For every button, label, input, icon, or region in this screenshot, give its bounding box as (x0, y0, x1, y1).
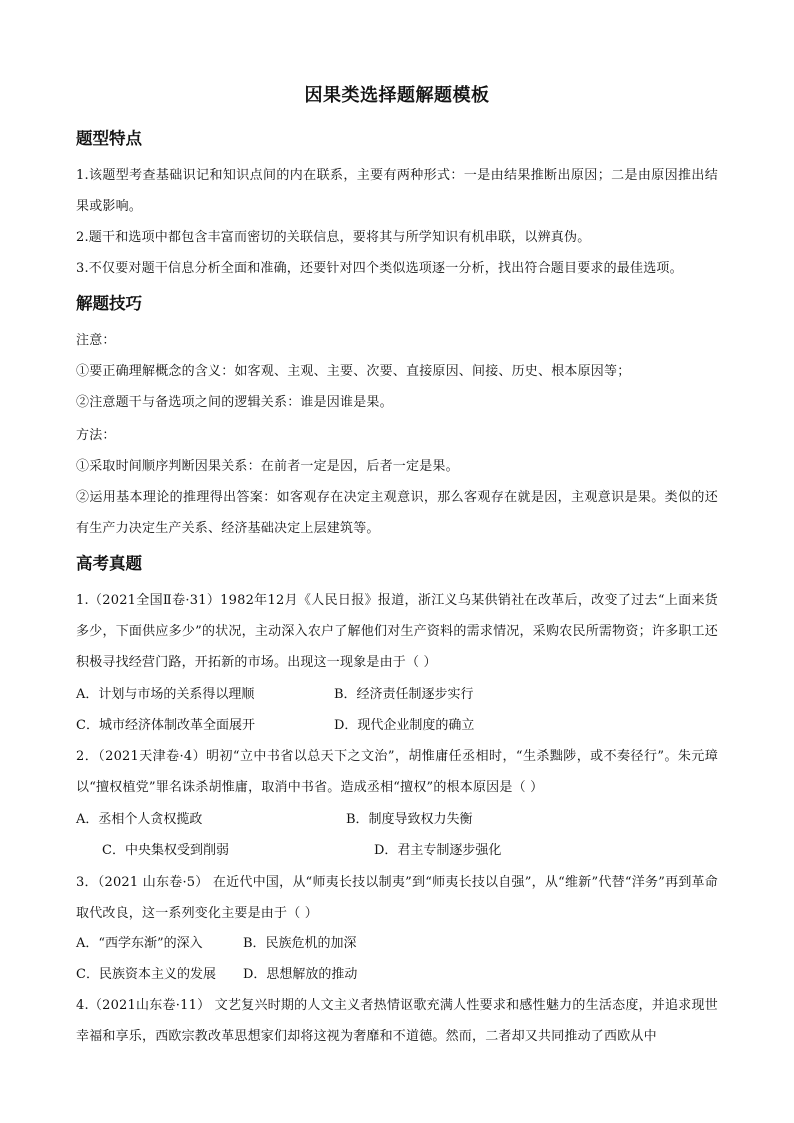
question-2-option-b: B．制度导致权力失衡 (346, 812, 473, 827)
method-label: 方法： (76, 428, 116, 443)
question-3-option-a: A．“西学东渐”的深入 (76, 936, 203, 951)
question-1-option-c: C．城市经济体制改革全面展开 (76, 718, 255, 733)
question-3-option-c: C．民族资本主义的发展 (76, 967, 216, 982)
question-1-option-d: D．现代企业制度的确立 (334, 718, 475, 733)
note-item-2: ②注意题干与备选项之间的逻辑关系：谁是因谁是果。 (76, 395, 393, 410)
features-point-2: 2.题干和选项中都包含丰富而密切的关联信息，要将其与所学知识有机串联，以辨真伪。 (76, 230, 591, 245)
features-point-1: 1.该题型考查基础识记和知识点间的内在联系，主要有两种形式：一是由结果推断出原因；二是由原因推出结果或影响。 (76, 168, 718, 214)
method-item-1: ①采取时间顺序判断因果关系：在前者一定是因，后者一定是果。 (76, 459, 459, 474)
features-point-3: 3.不仅要对题干信息分析全面和准确，还要针对四个类似选项逐一分析，找出符合题目要求的最佳选项。 (76, 261, 683, 276)
question-3-option-d: D．思想解放的推动 (243, 967, 358, 982)
question-2-option-d: D．君主专制逐步强化 (374, 843, 502, 858)
heading-features: 题型特点 (76, 129, 142, 148)
question-3-option-b: B．民族危机的加深 (243, 936, 357, 951)
question-4-stem: 4.（2021山东卷·11） 文艺复兴时期的人文主义者热情讴歌充满人性要求和感性魅力的生活态度，并追求现世幸福和享乐，西欧宗教改革思想家们却将这视为奢靡和不道德。然而，二者却又共同推动了西欧从中 (76, 998, 718, 1044)
page-title: 因果类选择题解题模板 (304, 85, 490, 106)
note-item-1: ①要正确理解概念的含义：如客观、主观、主要、次要、直接原因、间接、历史、根本原因等； (76, 364, 631, 379)
question-3-stem: 3．（2021 山东卷·5） 在近代中国，从“师夷长技以制夷”到“师夷长技以自强”，从“维新”代替“洋务”再到革命取代改良，这一系列变化主要是由于（ ） (76, 875, 718, 921)
question-2-option-c: C．中央集权受到削弱 (102, 843, 229, 858)
question-2-option-a: A．丞相个人贪权揽政 (76, 812, 203, 827)
note-label: 注意： (76, 333, 116, 348)
question-2-stem: 2．（2021天津卷·4）明初“立中书省以总天下之文治”，胡惟庸任丞相时，“生杀黜陟，或不奏径行”。朱元璋以“擅权植党”罪名诛杀胡惟庸，取消中书省。造成丞相“擅权”的根本原因是（ ） (76, 749, 718, 795)
question-1-option-b: B．经济责任制逐步实行 (334, 687, 474, 702)
question-1-stem: 1.（2021全国Ⅱ卷·31）1982年12月《人民日报》报道，浙江义乌某供销社在改革后，改变了过去“上面来货多少，下面供应多少”的状况，主动深入农户了解他们对生产资料的需求情况，采购农民所需物资；许多职工还积极寻找经营门路，开拓新的市场。出现这一现象是由于（ ） (76, 593, 718, 670)
heading-skills: 解题技巧 (76, 294, 142, 313)
method-item-2: ②运用基本理论的推理得出答案：如客观存在决定主观意识，那么客观存在就是因，主观意识是果。类似的还有生产力决定生产关系、经济基础决定上层建筑等。 (76, 490, 718, 536)
question-1-option-a: A．计划与市场的关系得以理顺 (76, 687, 255, 702)
heading-exam: 高考真题 (76, 554, 142, 573)
